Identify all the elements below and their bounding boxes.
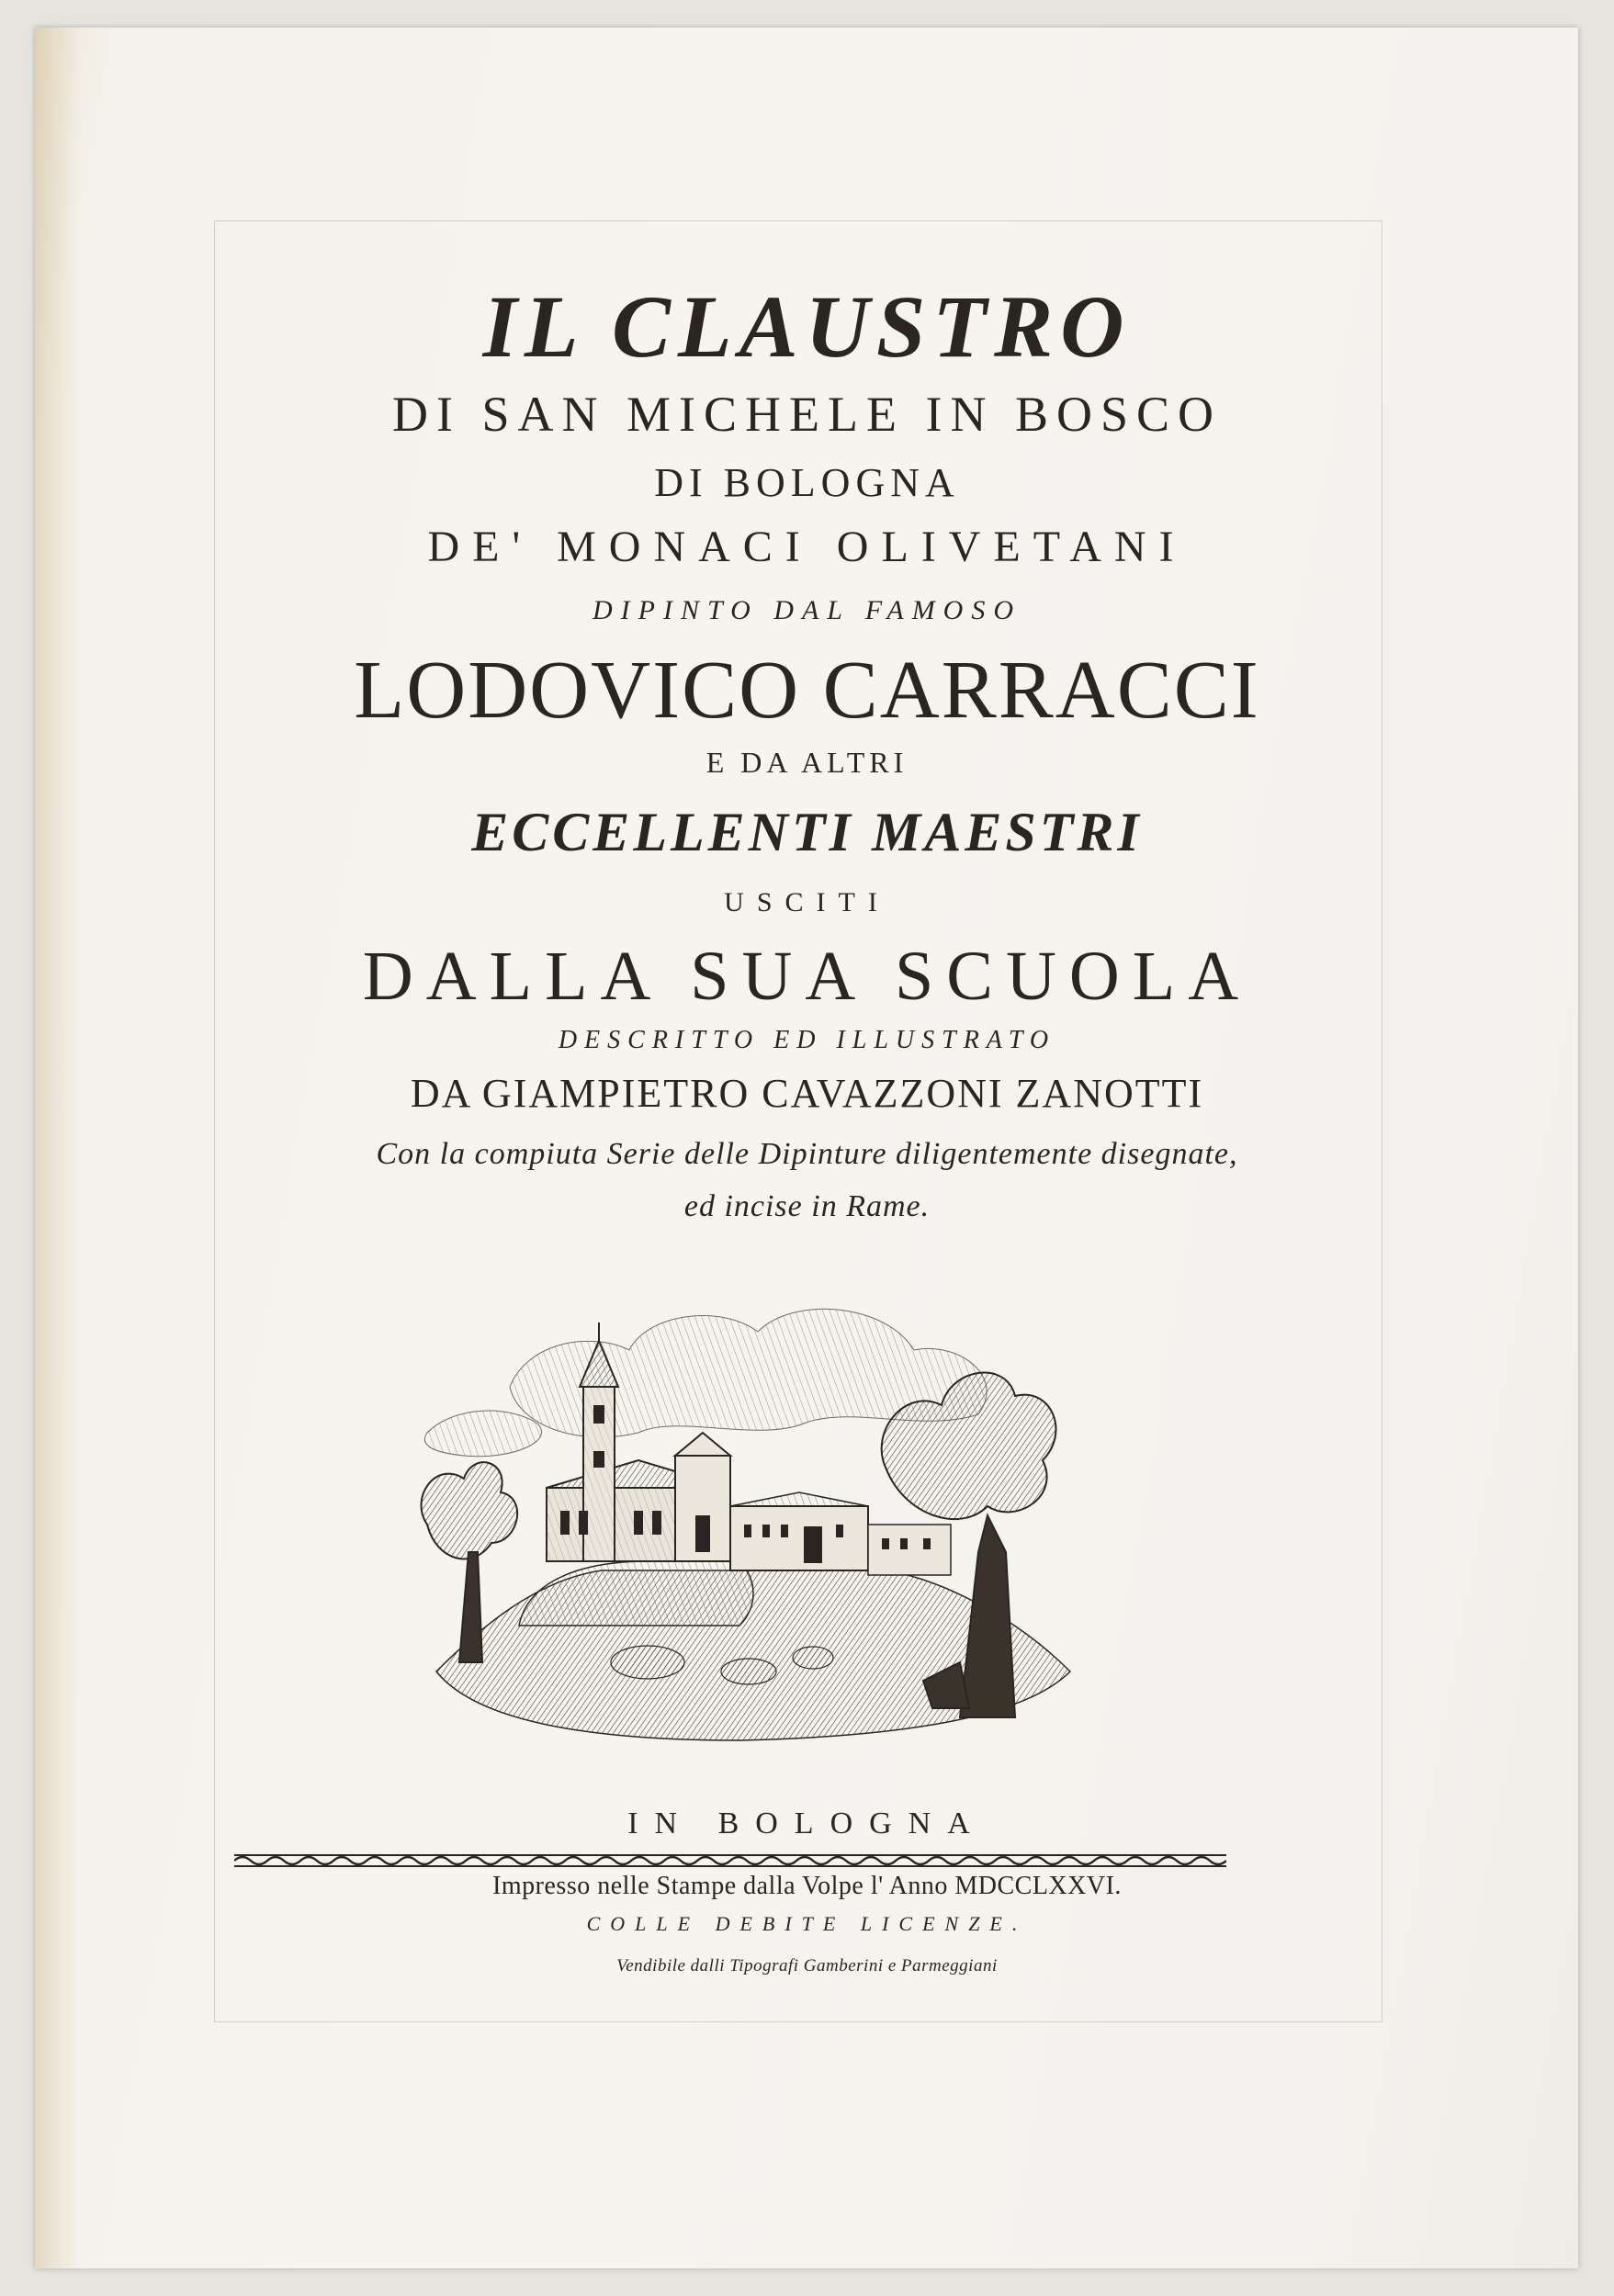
and-others-label: E DA ALTRI (705, 746, 909, 779)
imprint-place: IN BOLOGNA (627, 1806, 987, 1840)
imprint-printer: Impresso nelle Stampe dalla Volpe l' Anno MDCCLXXVI. (492, 1872, 1122, 1900)
school-heading: DALLA SUA SCUOLA (362, 938, 1252, 1015)
main-title: IL CLAUSTRO (482, 277, 1132, 376)
description-line-1: Con la compiuta Serie delle Dipinture diligentemente disegnate, (376, 1137, 1238, 1171)
author-name: DA GIAMPIETRO CAVAZZONI ZANOTTI (410, 1071, 1204, 1116)
subtitle-location: DI SAN MICHELE IN BOSCO (391, 387, 1222, 442)
described-label: DESCRITTO ED ILLUSTRATO (558, 1026, 1056, 1054)
subtitle-city: DI BOLOGNA (654, 460, 960, 505)
twisted-rope-rule-icon (234, 1853, 1226, 1868)
emerged-label: USCITI (724, 887, 890, 917)
subtitle-order: DE' MONACI OLIVETANI (427, 523, 1187, 571)
painted-by-label: DIPINTO DAL FAMOSO (592, 595, 1022, 625)
imprint-license: COLLE DEBITE LICENZE. (586, 1912, 1028, 1935)
engraved-landscape-church-icon (372, 1277, 1107, 1773)
description-line-2: ed incise in Rame. (683, 1189, 931, 1223)
masters-heading: ECCELLENTI MAESTRI (471, 802, 1143, 862)
artist-name: LODOVICO CARRACCI (354, 645, 1260, 736)
imprint-seller: Vendibile dalli Tipografi Gamberini e Parmeggiani (616, 1956, 998, 1975)
